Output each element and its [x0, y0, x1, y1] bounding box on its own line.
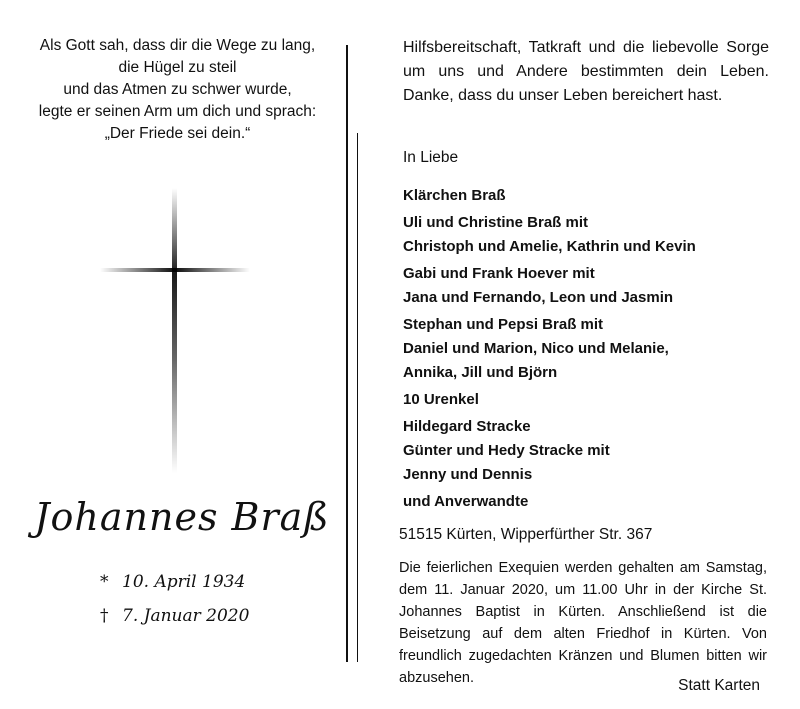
mourner-group	[403, 415, 783, 487]
death-date: 7. Januar 2020	[122, 606, 250, 626]
mourner-line: Stephan und Pepsi Braß mit	[403, 316, 604, 333]
funeral-notice	[399, 557, 767, 689]
mourner-line: Annika, Jill und Björn	[403, 364, 558, 381]
mourner-group	[403, 388, 783, 412]
mourner-line: Gabi und Frank Hoever mit	[403, 265, 595, 282]
mourner-line: Klärchen Braß	[403, 187, 506, 204]
cross-icon	[100, 188, 250, 473]
funeral-notice-text: Die feierlichen Exequien werden gehalten am Samstag, dem 11. Januar 2020, um 11.00 Uhr in der Kirche St. Johannes Baptist in Kürten. Anschließend ist die Beisetzung auf dem alten Friedhof in Kürten. Von freundlich zugedachten Kränzen und Blumen bitten wir abzusehen.	[399, 560, 767, 686]
mourner-line: Christoph und Amelie, Kathrin und Kevin	[403, 238, 696, 255]
birth-symbol: *	[100, 572, 109, 592]
life-dates	[100, 568, 300, 636]
mourner-line: 10 Urenkel	[403, 391, 479, 408]
mourner-line: Günter und Hedy Stracke mit	[403, 442, 610, 459]
footer-note: Statt Karten	[678, 677, 760, 694]
divider-line-secondary	[357, 133, 358, 662]
mourners-list	[403, 184, 783, 517]
mourner-line: Jana und Fernando, Leon und Jasmin	[403, 289, 674, 306]
poem-line: und das Atmen zu schwer wurde,	[63, 81, 292, 98]
mourner-line: Jenny und Dennis	[403, 466, 533, 483]
poem-line: Als Gott sah, dass dir die Wege zu lang,	[39, 37, 316, 54]
cross-vertical-beam	[172, 188, 177, 473]
poem-line: die Hügel zu steil	[118, 59, 237, 76]
death-row	[100, 602, 300, 636]
birth-date: 10. April 1934	[122, 572, 246, 592]
death-symbol: †	[100, 606, 109, 626]
mourner-line: Daniel und Marion, Nico und Melanie,	[403, 340, 669, 357]
greeting: In Liebe	[403, 149, 459, 166]
mourner-line: Hildegard Stracke	[403, 418, 531, 435]
birth-row	[100, 568, 300, 602]
cross-horizontal-beam	[100, 268, 250, 272]
divider-line	[346, 45, 348, 662]
poem-line: legte er seinen Arm um dich und sprach:	[38, 103, 317, 120]
poem	[0, 35, 355, 145]
address: 51515 Kürten, Wipperfürther Str. 367	[399, 526, 653, 543]
mourner-group	[403, 313, 783, 385]
mourner-line: Uli und Christine Braß mit	[403, 214, 589, 231]
mourner-group	[403, 211, 783, 259]
tribute-paragraph: Hilfsbereitschaft, Tatkraft und die liebevolle Sorge um uns und Andere bestimmten dein Leben. Danke, dass du unser Leben bereichert hast.	[403, 39, 769, 104]
tribute-text	[403, 36, 769, 108]
mourner-group	[403, 184, 783, 208]
poem-line: „Der Friede sei dein.“	[104, 125, 251, 142]
mourner-group	[403, 262, 783, 310]
deceased-name: Johannes Braß	[34, 495, 330, 539]
mourner-line: und Anverwandte	[403, 493, 529, 510]
mourner-group	[403, 490, 783, 514]
